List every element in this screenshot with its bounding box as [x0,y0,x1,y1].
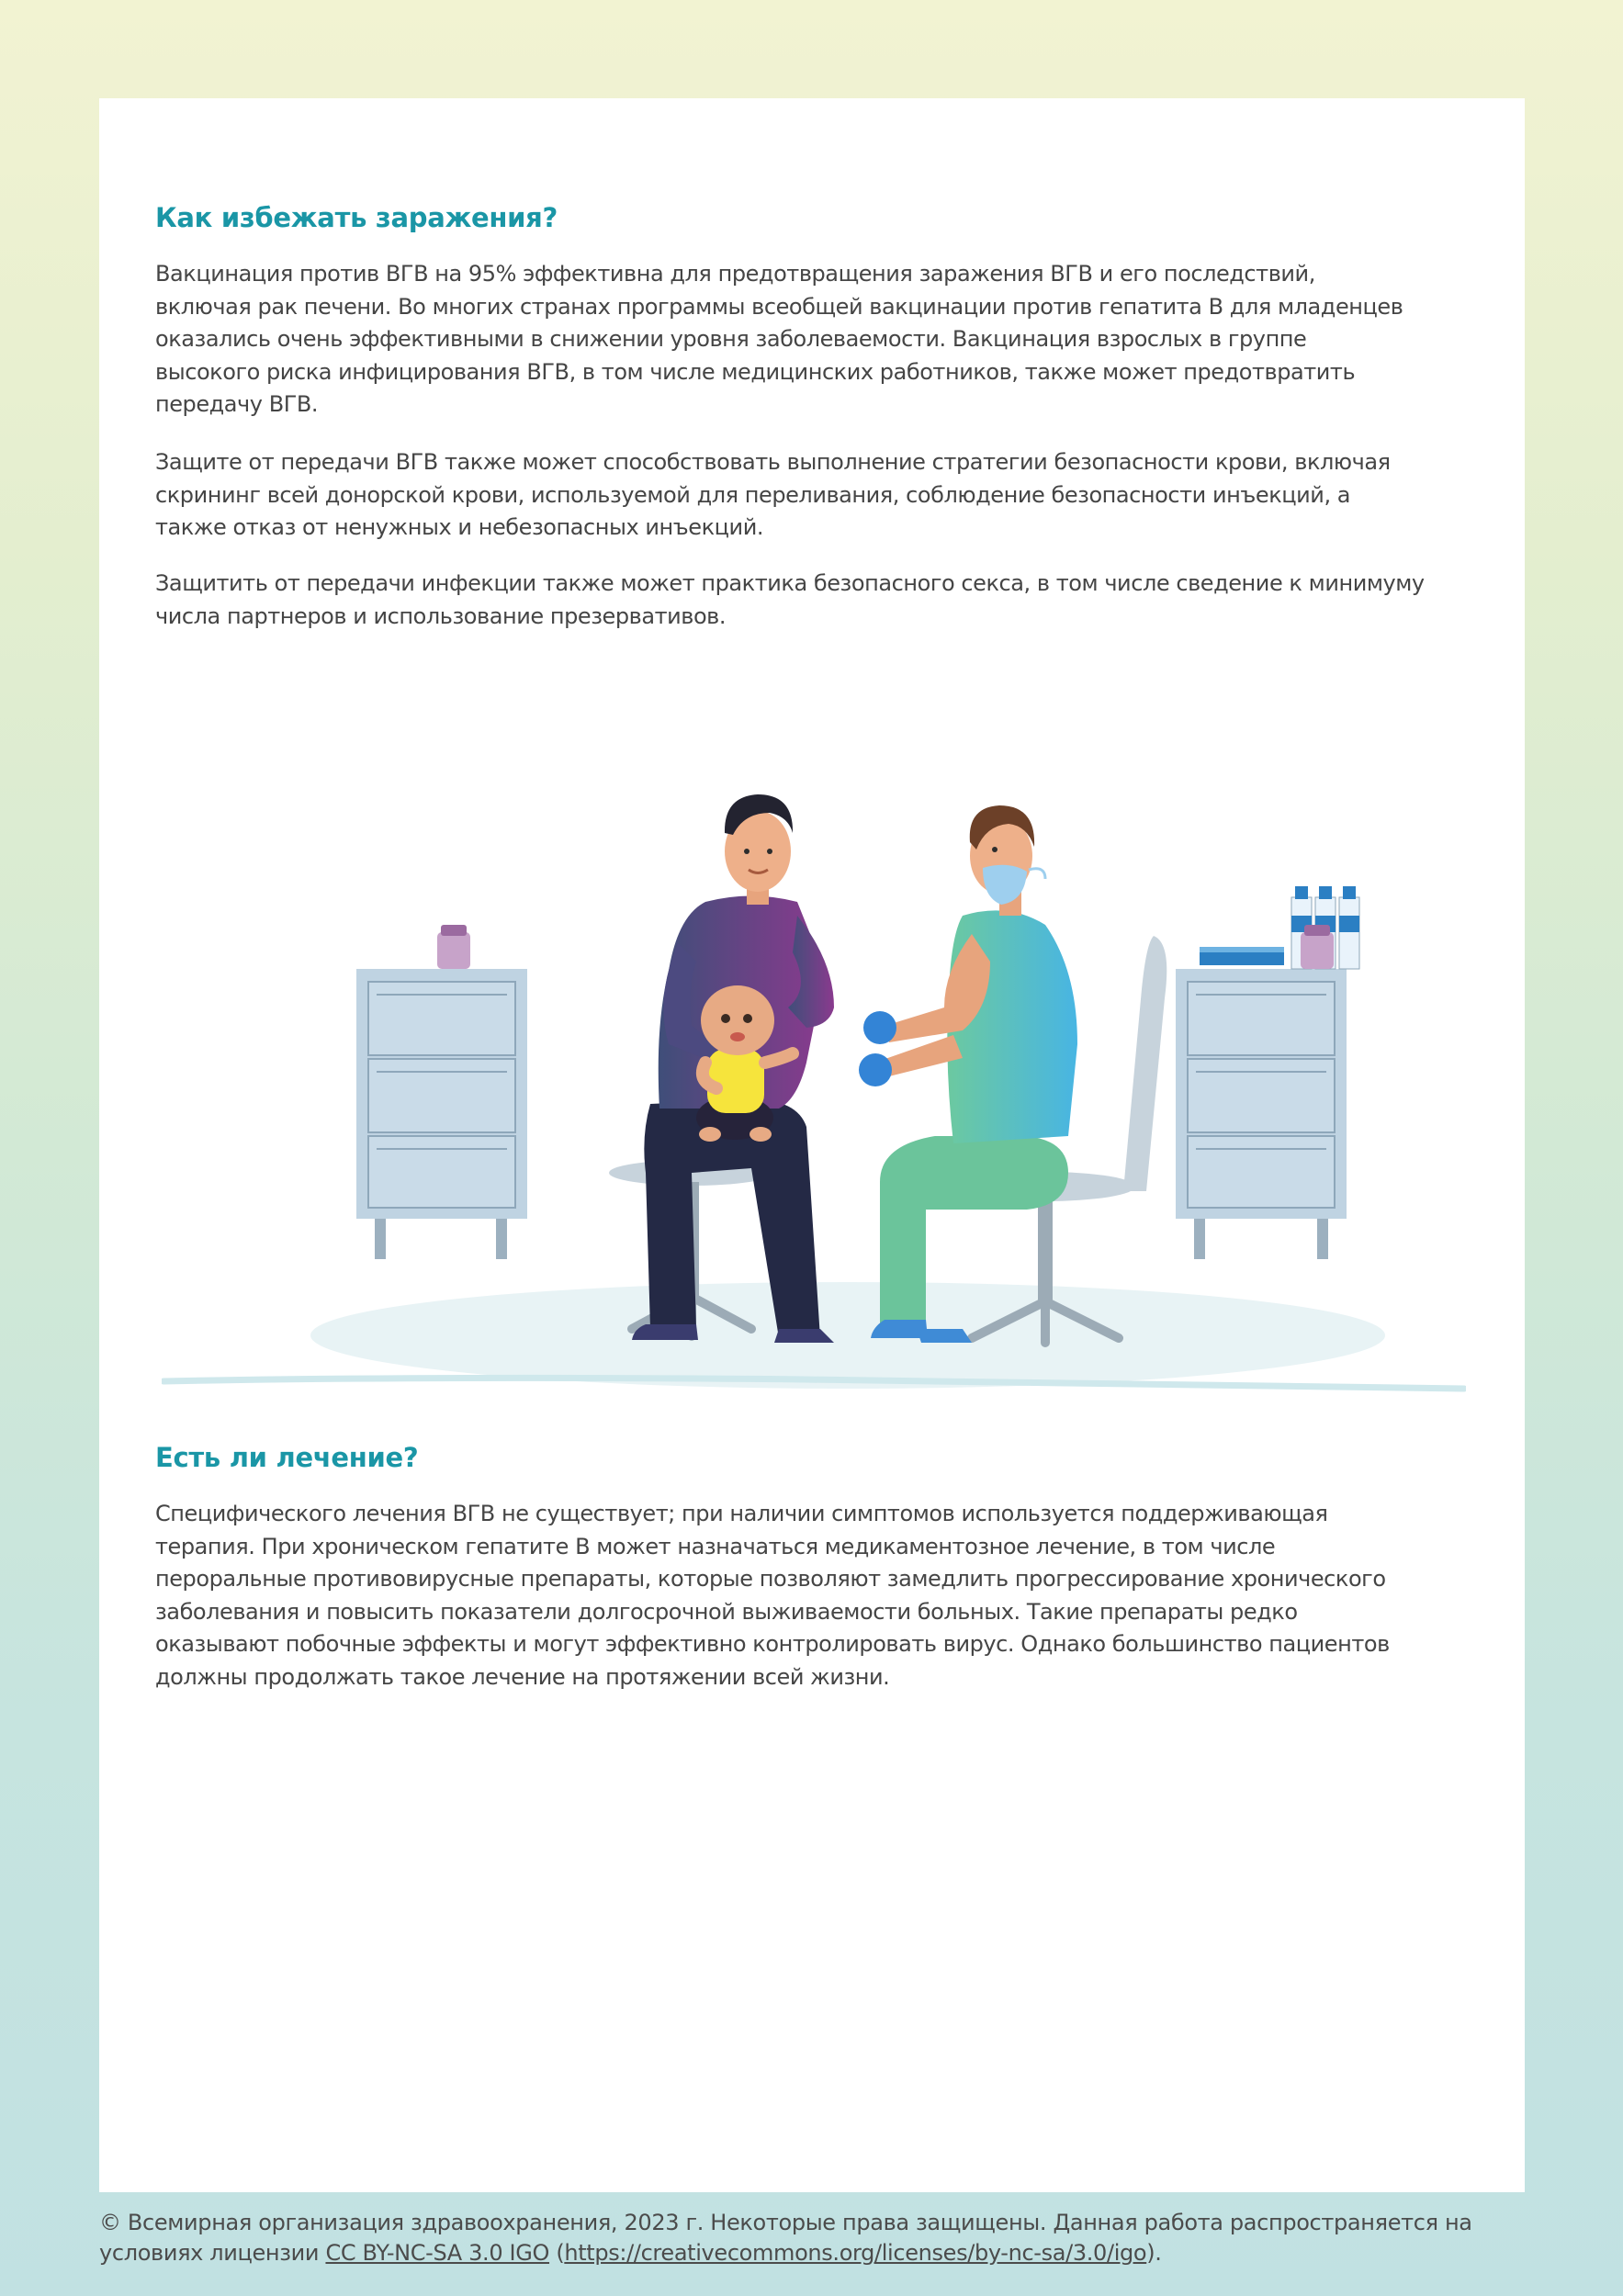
section-title-treatment: Есть ли лечение? [155,1442,419,1473]
prevention-paragraph-safe-sex: Защитить от передачи инфекции также может практика безопасного секса, в том числе сведение к минимуму числа партнеров и использование презервативов. [155,570,1425,629]
prevention-paragraph-blood-safety: Защите от передачи ВГВ также может способствовать выполнение стратегии безопасности крови, включая скрининг всей донорской крови, используемой для переливания, соблюдение безопасности инъекций, а также отказ от ненужных и небезопасных инъекций. [155,449,1391,541]
license-link[interactable]: CC BY-NC-SA 3.0 IGO [325,2240,550,2266]
copyright-line-2: условиях лицензии CC BY-NC-SA 3.0 IGO (https://creativecommons.org/licenses/by-nc-sa/3.0/igo). [99,2240,1162,2266]
left-cabinet [356,925,527,1259]
section-divider [162,1370,1466,1398]
vaccination-illustration [237,695,1468,1412]
section-title-prevention: Как избежать заражения? [155,202,558,233]
copyright-footer [99,2208,1606,2268]
treatment-paragraph: Специфического лечения ВГВ не существует; при наличии симптомов используется поддерживающая терапия. При хроническом гепатите В может назначаться медикаментозное лечение, в том числе пероральные противовирусные препараты, которые позволяют замедлить прогрессирование хронического заболевания и повысить показатели долгосрочной выживаемости больных. Такие препараты редко оказывают побочные эффекты и могут эффективно контролировать вирус. Однако большинство пациентов должны продолжать такое лечение на протяжении всей жизни. [155,1501,1390,1690]
content-card [99,98,1525,2192]
license-url-link[interactable]: https://creativecommons.org/licenses/by-nc-sa/3.0/igo [564,2240,1147,2266]
right-cabinet [1176,886,1359,1259]
prevention-paragraph-vaccination: Вакцинация против ВГВ на 95% эффективна для предотвращения заражения ВГВ и его последствий, включая рак печени. Во многих странах программы всеобщей вакцинации против гепатита В для младенцев оказались очень эффективными в снижении уровня заболеваемости. Вакцинация взрослых в группе высокого риска инфицирования ВГВ, в том числе медицинских работников, также может предотвратить передачу ВГВ. [155,261,1403,418]
copyright-line-1: © Всемирная организация здравоохранения, 2023 г. Некоторые права защищены. Данная работа распространяется на [99,2210,1472,2235]
